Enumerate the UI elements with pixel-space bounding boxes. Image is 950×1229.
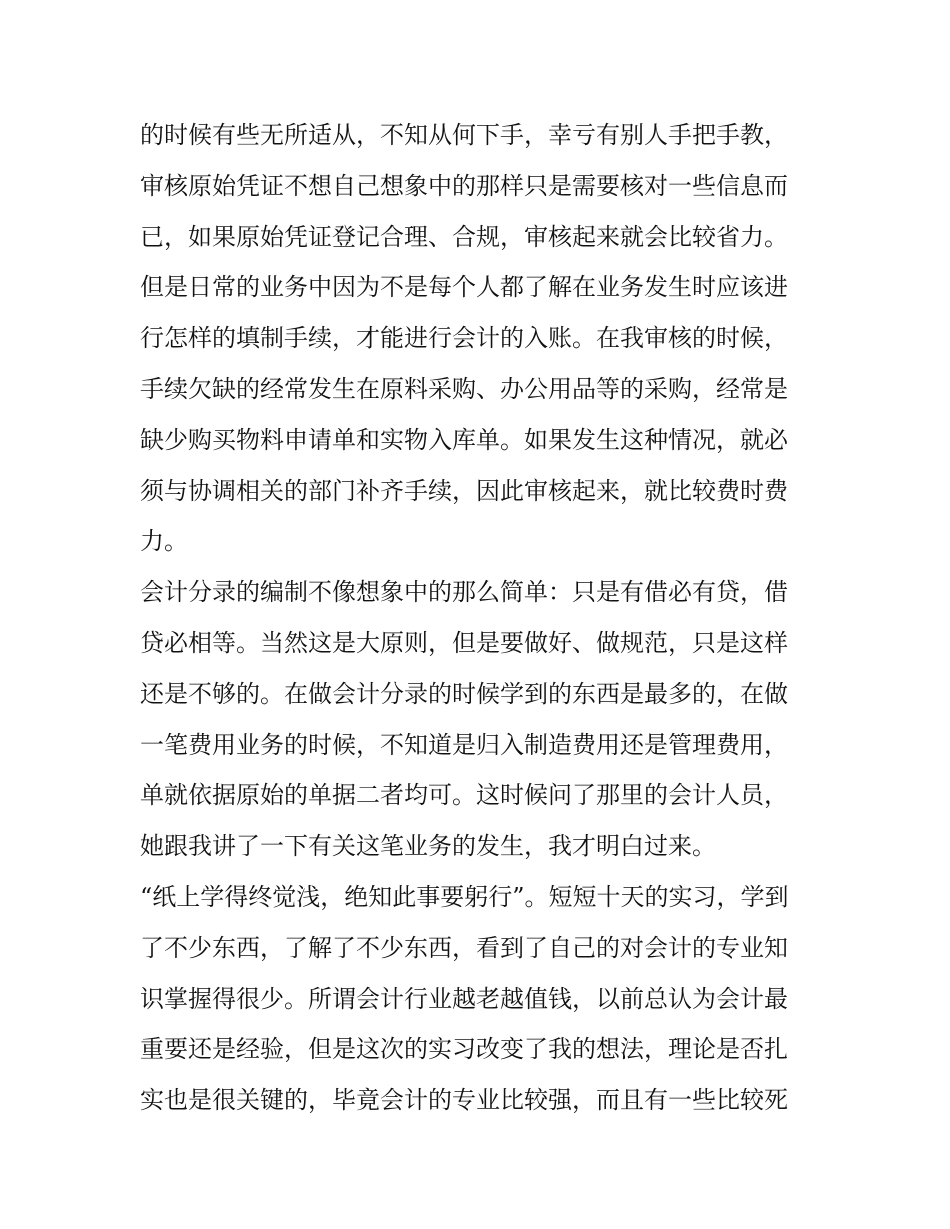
text-line: 单就依据原始的单据二者均可。这时候问了那里的会计人员，	[140, 781, 788, 810]
text-line: 一笔费用业务的时候，不知道是归入制造费用还是管理费用，	[140, 730, 788, 759]
text-line: 须与协调相关的部门补齐手续，因此审核起来，就比较费时费	[140, 476, 788, 505]
text-line: 的时候有些无所适从，不知从何下手，幸亏有别人手把手教，	[140, 121, 788, 149]
text-line: 手续欠缺的经常发生在原料采购、办公用品等的采购，经常是	[140, 374, 788, 403]
text-line: 缺少购买物料申请单和实物入库单。如果发生这种情况，就必	[140, 425, 788, 454]
text-line: 贷必相等。当然这是大原则，但是要做好、做规范，只是这样	[140, 628, 788, 657]
text-line: 行怎样的填制手续，才能进行会计的入账。在我审核的时候，	[140, 324, 788, 353]
text-line: 了不少东西，了解了不少东西，看到了自己的对会计的专业知	[140, 933, 788, 962]
text-line: 实也是很关键的，毕竟会计的专业比较强，而且有一些比较死	[140, 1086, 788, 1115]
text-line: 审核原始凭证不想自己想象中的那样只是需要核对一些信息而	[140, 171, 788, 200]
text-line: 识掌握得很少。所谓会计行业越老越值钱，以前总认为会计最	[140, 984, 788, 1013]
text-line: 还是不够的。在做会计分录的时候学到的东西是最多的，在做	[140, 679, 788, 708]
text-line: “纸上学得终觉浅，绝知此事要躬行”。短短十天的实习，学到	[140, 882, 789, 911]
text-line: 会计分录的编制不像想象中的那么简单：只是有借必有贷，借	[140, 578, 788, 607]
text-line: 已，如果原始凭证登记合理、合规，审核起来就会比较省力。	[140, 222, 788, 251]
body-text	[140, 110, 820, 1126]
text-line: 但是日常的业务中因为不是每个人都了解在业务发生时应该进	[140, 273, 788, 302]
text-line: 重要还是经验，但是这次的实习改变了我的想法，理论是否扎	[140, 1035, 788, 1064]
text-line: 她跟我讲了一下有关这笔业务的发生，我才明白过来。	[140, 832, 716, 861]
text-line: 力。	[140, 527, 188, 556]
